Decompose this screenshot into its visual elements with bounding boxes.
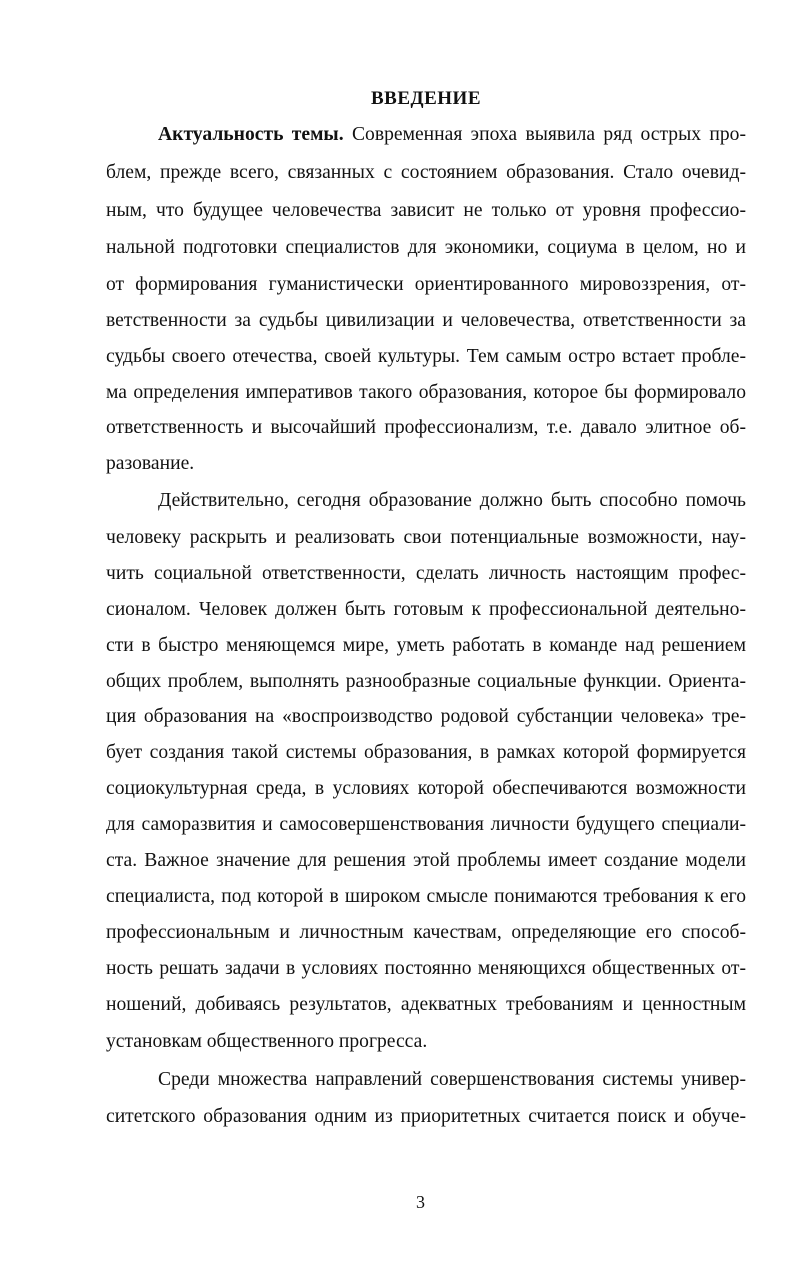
- paragraph-lead: Актуальность темы.: [158, 124, 344, 145]
- paragraph-line-text: Современная эпоха выявила ряд острых про-: [351, 124, 746, 145]
- paragraph-line: судьбы своего отечества, своей культуры. Тем самым остро встает пробле-: [106, 346, 746, 367]
- paragraph-line: человеку раскрыть и реализовать свои потенциальные возможности, нау-: [106, 527, 746, 548]
- paragraph-line: от формирования гуманистически ориентированного мировоззрения, от-: [106, 274, 746, 295]
- paragraph-line: сионалом. Человек должен быть готовым к профессиональной деятельно-: [106, 599, 746, 620]
- paragraph-line: ситетского образования одним из приоритетных считается поиск и обуче-: [106, 1106, 746, 1127]
- paragraph-line: Действительно, сегодня образование должно быть способно помочь: [158, 490, 746, 511]
- paragraph-line: разование.: [106, 453, 195, 474]
- paragraph-line: общих проблем, выполнять разнообразные социальные функции. Ориента-: [106, 671, 746, 692]
- paragraph-line: сти в быстро меняющемся мире, уметь работать в команде над решением: [106, 635, 746, 656]
- paragraph-line: чить социальной ответственности, сделать личность настоящим профес-: [106, 563, 746, 584]
- paragraph-line: бует создания такой системы образования, в рамках которой формируется: [106, 742, 746, 763]
- page-number: 3: [416, 1192, 425, 1212]
- paragraph-line: установкам общественного прогресса.: [106, 1031, 428, 1052]
- paragraph-line: ношений, добиваясь результатов, адекватных требованиям и ценностным: [106, 994, 746, 1015]
- paragraph-line: профессиональным и личностным качествам, определяющие его способ-: [106, 922, 746, 943]
- paragraph-line: блем, прежде всего, связанных с состоянием образования. Стало очевид-: [106, 162, 746, 183]
- paragraph-line: специалиста, под которой в широком смысле понимаются требования к его: [106, 886, 746, 907]
- paragraph-line: ветственности за судьбы цивилизации и человечества, ответственности за: [106, 310, 746, 331]
- page-title: ВВЕДЕНИЕ: [371, 88, 481, 109]
- paragraph-line: ность решать задачи в условиях постоянно меняющихся общественных от-: [106, 958, 746, 979]
- paragraph-line: ответственность и высочайший профессионализм, т.е. давало элитное об-: [106, 417, 746, 438]
- paragraph-line: для саморазвития и самосовершенствования личности будущего специали-: [106, 814, 746, 835]
- paragraph-line: ста. Важное значение для решения этой проблемы имеет создание модели: [106, 850, 746, 871]
- paragraph-line: ным, что будущее человечества зависит не только от уровня профессио-: [106, 200, 746, 221]
- paragraph-line: Среди множества направлений совершенствования системы универ-: [158, 1069, 746, 1090]
- paragraph-line: [158, 120, 746, 150]
- paragraph-line: социокультурная среда, в условиях которой обеспечиваются возможности: [106, 778, 746, 799]
- paragraph-line: ция образования на «воспроизводство родовой субстанции человека» тре-: [106, 706, 746, 727]
- paragraph-line: нальной подготовки специалистов для экономики, социума в целом, но и: [106, 237, 746, 258]
- paragraph-line: ма определения императивов такого образования, которое бы формировало: [106, 382, 746, 403]
